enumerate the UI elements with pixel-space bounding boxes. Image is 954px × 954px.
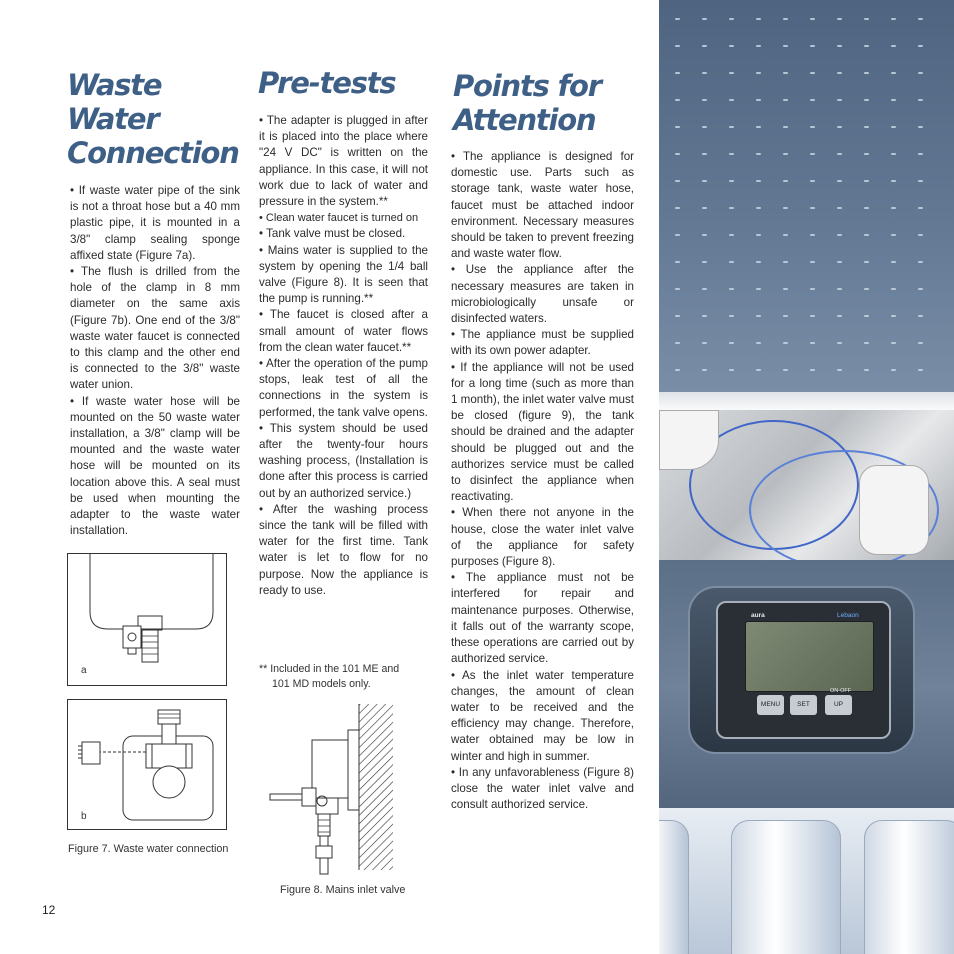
filter-cartridge: [659, 820, 689, 954]
perforation-dot: [918, 153, 923, 155]
perforation-dot: [729, 99, 734, 101]
paragraph: • If the appliance will not be used for a long time (such as more than 1 month), the inlet water valve must be closed (figure 9), the tank should be drained and the adapter should be plugged out and the authorizes service must be called to disinfect the appliance when reactivating.: [451, 360, 635, 504]
perforation-dot: [702, 99, 707, 101]
perforation-dot: [702, 369, 707, 371]
perforation-dot: [783, 18, 788, 20]
paragraph: • After the operation of the pump stops, leak test of all the connections in the system is performed, the tank valve opens.: [259, 357, 428, 419]
waste-water-text: [70, 183, 240, 539]
perforation-dot: [702, 45, 707, 47]
perforation-dot: [864, 261, 869, 263]
perforation-dot: [756, 126, 761, 128]
perforation-dot: [918, 99, 923, 101]
perforation-dot: [729, 369, 734, 371]
perforation-dot: [810, 342, 815, 344]
perforation-dot: [783, 234, 788, 236]
perforation-dot: [756, 180, 761, 182]
perforation-dot: [891, 45, 896, 47]
figure-8-inlet-valve: [262, 700, 397, 878]
figure-8-caption: Figure 8. Mains inlet valve: [280, 884, 406, 896]
perforation-dot: [702, 72, 707, 74]
perforation-dot: [864, 180, 869, 182]
paragraph: • As the inlet water temperature changes, the amount of clean water to be received and the efficiency may change. Therefore, water obtained may be low in winter and high in summer.: [451, 668, 634, 763]
perforation-dot: [837, 126, 842, 128]
paragraph: • The appliance is designed for domestic use. Parts such as storage tank, waste water hose, faucet must be attached indoor environment. Necessary measures should be taken to prevent freezing and waste water flow.: [451, 150, 634, 261]
perforation-dot: [756, 261, 761, 263]
perforation-dot: [810, 207, 815, 209]
perforation-dot: [891, 234, 896, 236]
perforation-dot: [864, 153, 869, 155]
paragraph: • Use the appliance after the necessary measures are taken in microbiologically unsafe or disinfected waters.: [451, 263, 634, 326]
perforation-dot: [675, 18, 680, 20]
perforation-dot: [702, 153, 707, 155]
perforation-dot: [756, 288, 761, 290]
perforation-dot: [675, 342, 680, 344]
perforation-dot: [756, 342, 761, 344]
perforation-dot: [837, 18, 842, 20]
perforation-dot: [756, 45, 761, 47]
perforation-dot: [918, 315, 923, 317]
perforation-dot: [810, 18, 815, 20]
perforation-dot: [675, 45, 680, 47]
perforation-dot: [756, 234, 761, 236]
perforation-dot: [918, 234, 923, 236]
perforation-dot: [729, 261, 734, 263]
perforation-dot: [891, 369, 896, 371]
perforation-dot: [864, 342, 869, 344]
perforation-dot: [702, 288, 707, 290]
perforation-dot: [756, 207, 761, 209]
perforation-dot: [783, 45, 788, 47]
model-label: Lebaon: [837, 612, 859, 619]
paragraph: • Tank valve must be closed.: [259, 227, 406, 241]
waste-clamp-drawing-a: [68, 554, 226, 685]
perforation-dot: [783, 207, 788, 209]
perforation-dot: [864, 99, 869, 101]
paragraph: • In any unfavorableness (Figure 8) close the water inlet valve and consult authorized service.: [451, 765, 634, 812]
perforation-dot: [837, 99, 842, 101]
perforation-dot: [729, 18, 734, 20]
heading-line: Water: [67, 102, 159, 136]
pretests-heading: Pre-tests: [258, 66, 396, 100]
perforation-dot: [918, 261, 923, 263]
pretests-text: [259, 113, 428, 599]
perforation-dot: [864, 126, 869, 128]
perforation-dot: [810, 72, 815, 74]
perforation-dot: [837, 369, 842, 371]
perforation-dot: [918, 288, 923, 290]
attention-text: [451, 149, 634, 813]
perforation-dot: [864, 369, 869, 371]
perforation-dot: [675, 369, 680, 371]
perforation-dot: [810, 234, 815, 236]
perforation-dot: [918, 126, 923, 128]
perforation-dot: [729, 315, 734, 317]
perforation-dot: [810, 99, 815, 101]
figure-letter: a: [81, 665, 87, 676]
perforation-dot: [918, 180, 923, 182]
perforation-dot: [783, 126, 788, 128]
menu-button[interactable]: MENU: [757, 695, 784, 715]
perforation-dot: [729, 126, 734, 128]
footnote-line: ** Included in the 101 ME and: [259, 663, 400, 675]
perforation-dot: [783, 369, 788, 371]
perforation-dot: [918, 72, 923, 74]
perforation-dot: [702, 180, 707, 182]
filter-interior: [659, 410, 954, 585]
perforation-dot: [783, 180, 788, 182]
perforation-dot: [729, 180, 734, 182]
paragraph: • If waste water hose will be mounted on the 50 waste water installation, a 3/8" clamp will be mounted and the waste water hose will be mounted on its location above this. A seal must be used when mounting the adapter to the waste water installation.: [70, 394, 240, 538]
perforation-dot: [756, 18, 761, 20]
perforation-dot: [702, 261, 707, 263]
perforation-dot: [729, 234, 734, 236]
perforation-dot: [729, 45, 734, 47]
perforation-dot: [810, 45, 815, 47]
perforation-dot: [729, 342, 734, 344]
perforation-dot: [810, 153, 815, 155]
perforation-dot: [891, 180, 896, 182]
perforation-dot: [675, 234, 680, 236]
perforation-dot: [891, 342, 896, 344]
perforation-dot: [864, 207, 869, 209]
product-photo: [659, 0, 954, 954]
perforation-dot: [675, 315, 680, 317]
up-button[interactable]: UP: [825, 695, 852, 715]
perforation-dot: [783, 153, 788, 155]
perforation-dot: [837, 315, 842, 317]
perforation-dot: [918, 342, 923, 344]
perforation-dot: [756, 369, 761, 371]
perforation-dot: [837, 261, 842, 263]
heading-line: Attention: [453, 103, 596, 137]
perforation-dot: [918, 45, 923, 47]
perforation-dot: [837, 207, 842, 209]
perforation-dot: [837, 288, 842, 290]
perforation-dot: [891, 315, 896, 317]
lcd-screen: [745, 621, 874, 692]
perforation-dot: [702, 234, 707, 236]
heading-line: Connection: [67, 136, 239, 170]
figure-7a: [67, 553, 227, 686]
perforation-dot: [837, 45, 842, 47]
heading-line: Points for: [453, 69, 601, 103]
perforation-dot: [810, 369, 815, 371]
filter-housing: [859, 465, 929, 555]
perforation-dot: [864, 18, 869, 20]
perforation-dot: [810, 288, 815, 290]
perforation-dot: [756, 315, 761, 317]
heading-line: Waste: [67, 68, 162, 102]
perforation-dot: [756, 153, 761, 155]
paragraph: • The flush is drilled from the hole of the clamp in 8 mm diameter on the same axis (Figure 7b). One end of the 3/8" waste water faucet is connected to this clamp and the other end is connected to the 3/8" waste water union.: [70, 265, 240, 392]
footnote-line: 101 MD models only.: [272, 677, 371, 690]
perforation-dot: [891, 261, 896, 263]
perforation-dot: [729, 72, 734, 74]
page-number: 12: [42, 903, 56, 917]
perforation-dot: [756, 72, 761, 74]
perforation-dot: [810, 261, 815, 263]
figure-7-caption: Figure 7. Waste water connection: [68, 843, 229, 855]
footnote: [259, 662, 399, 691]
perforation-dot: [837, 153, 842, 155]
paragraph: • The faucet is closed after a small amount of water flows from the clean water faucet.**: [259, 308, 428, 354]
attention-heading: [453, 69, 643, 137]
perforation-dot: [891, 126, 896, 128]
perforation-dot: [810, 180, 815, 182]
perforation-dot: [702, 18, 707, 20]
perforation-dot: [675, 72, 680, 74]
perforated-panel: [659, 0, 954, 395]
perforation-dot: [837, 342, 842, 344]
perforation-dot: [864, 234, 869, 236]
perforation-dot: [675, 261, 680, 263]
perforation-dot: [891, 99, 896, 101]
perforation-dot: [918, 18, 923, 20]
perforation-dot: [729, 153, 734, 155]
perforation-dot: [783, 261, 788, 263]
perforation-dot: [891, 288, 896, 290]
perforation-dot: [702, 342, 707, 344]
perforation-dot: [729, 288, 734, 290]
perforation-dot: [675, 288, 680, 290]
perforation-dot: [891, 153, 896, 155]
waste-water-heading: [67, 68, 257, 170]
figure-7b: [67, 699, 227, 830]
paragraph: • The adapter is plugged in after it is placed into the place where "24 V DC" is written on the appliance. In this case, it will not work due to lack of water and pressure in the system.**: [259, 114, 428, 209]
perforation-dot: [675, 207, 680, 209]
perforation-dot: [837, 180, 842, 182]
perforation-dot: [783, 72, 788, 74]
paragraph: • After the washing process since the tank will be filled with water for the first time. Tank water is let to flow for no purpose. Now the appliance is ready to use.: [259, 502, 428, 597]
perforation-dot: [918, 369, 923, 371]
perforation-dot: [864, 315, 869, 317]
perforation-dot: [675, 99, 680, 101]
paragraph: • The appliance must be supplied with its own power adapter.: [451, 328, 634, 358]
perforation-dot: [783, 99, 788, 101]
perforation-dot: [891, 18, 896, 20]
perforation-dot: [702, 126, 707, 128]
filter-housing: [659, 410, 719, 470]
perforation-dot: [864, 288, 869, 290]
filter-cartridge: [731, 820, 841, 954]
set-button[interactable]: SET: [790, 695, 817, 715]
perforation-dot: [675, 153, 680, 155]
perforation-dot: [918, 207, 923, 209]
paragraph: • When there not anyone in the house, close the water inlet valve of the appliance for safety purposes (Figure 8).: [451, 506, 634, 569]
filter-cartridge: [864, 820, 954, 954]
paragraph: • Clean water faucet is turned on: [259, 212, 419, 225]
brand-logo-text: aura: [751, 612, 765, 619]
perforation-dot: [864, 72, 869, 74]
perforation-dot: [891, 207, 896, 209]
perforation-dot: [675, 180, 680, 182]
paragraph: • Mains water is supplied to the system by opening the 1/4 ball valve (Figure 8). It is seen that the pump is running.**: [259, 243, 428, 306]
perforation-dot: [783, 342, 788, 344]
waste-clamp-drawing-b: [68, 700, 226, 829]
perforation-dot: [783, 288, 788, 290]
paragraph: • The appliance must not be interfered for repair and maintenance purposes. Otherwise, it falls out of the warranty scope, these operations are carried out by authorized service.: [451, 571, 634, 666]
figure-letter: b: [81, 811, 87, 822]
perforation-dot: [729, 207, 734, 209]
perforation-dot: [810, 126, 815, 128]
perforation-dot: [891, 72, 896, 74]
perforation-dot: [837, 234, 842, 236]
onoff-label: ON-OFF: [830, 688, 852, 694]
perforation-dot: [783, 315, 788, 317]
perforation-dot: [864, 45, 869, 47]
perforation-dot: [837, 72, 842, 74]
paragraph: • If waste water pipe of the sink is not a throat hose but a 40 mm plastic pipe, it is mounted in a 3/8" clamp sealing sponge affixed state (Figure 7a).: [70, 184, 240, 262]
perforation-dot: [756, 99, 761, 101]
perforation-dot: [810, 315, 815, 317]
paragraph: • This system should be used after the twenty-four hours washing process, (Installation is done after this process is carried out by an authorized service.): [259, 421, 428, 500]
perforation-dot: [702, 207, 707, 209]
perforation-dot: [675, 126, 680, 128]
perforation-dot: [702, 315, 707, 317]
